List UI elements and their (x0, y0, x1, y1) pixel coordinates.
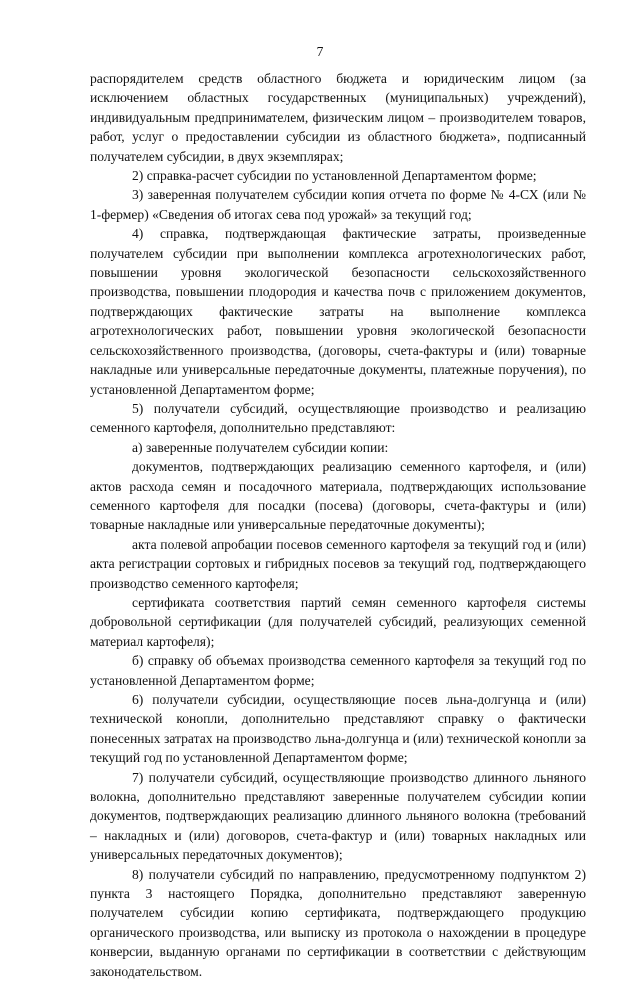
paragraph-item-7: 7) получатели субсидий, осуществляющие производство длинного льняного волокна, дополнительно представляют заверенные получателем субсидии копии документов, подтверждающих реализацию длинного льняного волокна (требований – накладных и (или) договоров, счета-фактур и (или) товарных накладных или универсальных передаточных документов); (90, 769, 586, 863)
page-number: 7 (316, 44, 324, 59)
paragraph-item-4: 4) справка, подтверждающая фактические затраты, произведенные получателем субсидии при выполнении комплекса агротехнологических работ, повышении уровня экологической безопасности сельскохозяйственного производства, повышении плодородия и качества почв с приложением документов, подтверждающих фактические затраты на выполнение комплекса агротехнологических работ, повышении уровня экологической безопасности сельскохозяйственного производства, (договоры, счета-фактуры и (или) товарные накладные или универсальные передаточные документы, платежные поручения), по установленной Департаментом форме; (90, 226, 586, 397)
paragraph-item-5a: а) заверенные получателем субсидии копии: (132, 439, 389, 455)
paragraph-continuation: распорядителем средств областного бюджета и юридическим лицом (за исключением областных государственных (муниципальных) учреждений), индивидуальным предпринимателем, физическим лицом – производителем товаров, работ, услуг о предоставлении субсидии из областного бюджета», подписанный получателем субсидии, в двух экземплярах; (90, 71, 586, 164)
paragraph-item-6: 6) получатели субсидии, осуществляющие посев льна-долгунца и (или) технической конопли, дополнительно представляют справку о фактически понесенных затратах на производство льна-долгунца и (или) технической конопли за текущий год по установленной Департаментом форме; (90, 692, 586, 766)
paragraph-item-8: 8) получатели субсидий по направлению, предусмотренному подпунктом 2) пункта 3 настоящего Порядка, дополнительно представляют заверенную получателем субсидии копию сертификата, подтверждающего продукцию органического производства, или выписку из протокола о нахождении в процедуре конверсии, выданную органами по сертификации в соответствии с действующим законодательством. (90, 866, 586, 979)
paragraph-item-5b: б) справку об объемах производства семенного картофеля за текущий год по установленной Департаментом форме; (90, 653, 586, 688)
paragraph-item-5a-certificate: сертификата соответствия партий семян семенного картофеля системы добровольной сертификации (для получателей субсидий, реализующих семенной материал картофеля); (90, 594, 586, 649)
paragraph-item-2: 2) справка-расчет субсидии по установленной Департаментом форме; (132, 168, 537, 184)
paragraph-item-5a-documents: документов, подтверждающих реализацию семенного картофеля, и (или) актов расхода семян и посадочного материала, подтверждающих использование семенного картофеля для посадки (посева) (договоры, счета-фактуры и (или) товарные накладные или универсальные передаточные документы); (90, 459, 586, 533)
paragraph-item-5a-act: акта полевой апробации посевов семенного картофеля за текущий год и (или) акта регистрации сортовых и гибридных посевов за текущий год, подтверждающего производство семенного картофеля; (90, 536, 586, 591)
paragraph-item-3: 3) заверенная получателем субсидии копия отчета по форме № 4-СХ (или № 1-фермер) «Сведения об итогах сева под урожай» за текущий год; (90, 187, 586, 222)
paragraph-item-5: 5) получатели субсидий, осуществляющие производство и реализацию семенного картофеля, дополнительно представляют: (90, 400, 586, 436)
document-body (90, 69, 586, 981)
